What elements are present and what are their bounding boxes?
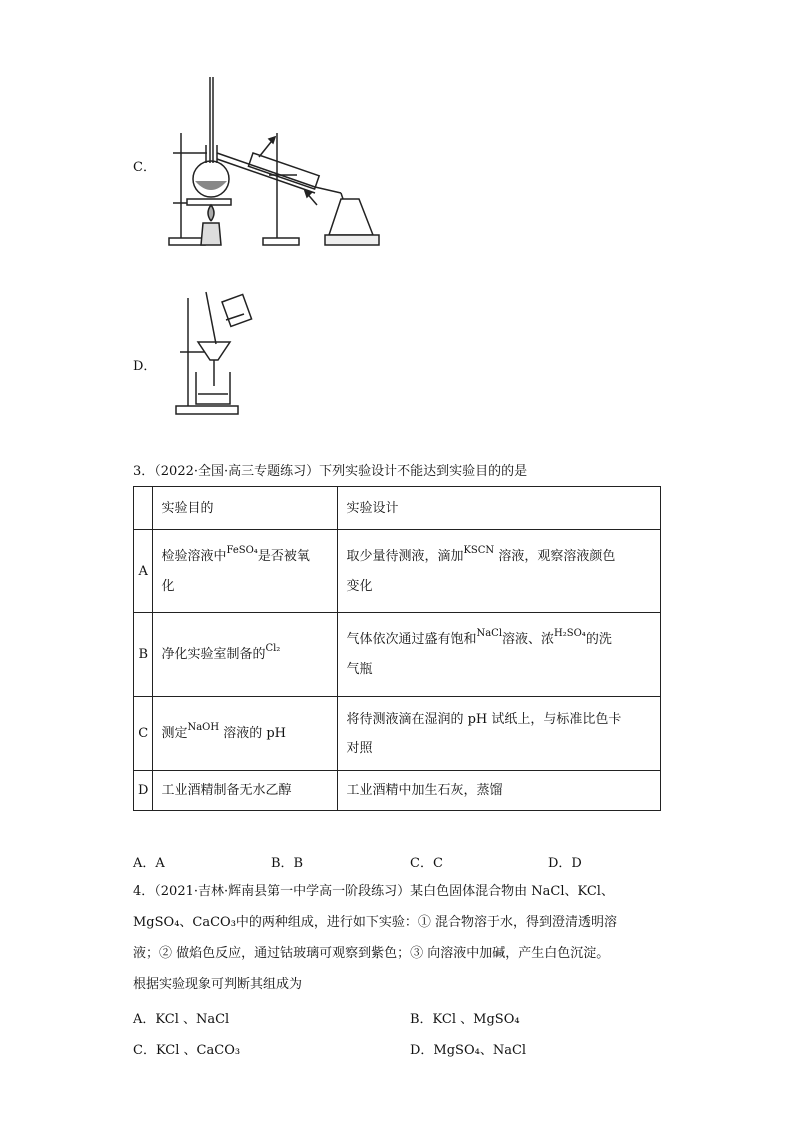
row-label: A [134, 530, 153, 613]
design-text: 气体依次通过盛有饱和 [346, 632, 477, 647]
goal-text: 溶液的 pH [219, 725, 287, 741]
answer-option-d[interactable]: D．D [548, 856, 582, 871]
formula: NaOH [187, 721, 220, 733]
distillation-apparatus-figure [165, 75, 385, 255]
goal-text: 测定 [161, 725, 188, 741]
design-text: 将待测液滴在湿润的 pH 试纸上，与标准比色卡 [346, 711, 622, 727]
choice-b[interactable]: B．KCl 、MgSO₄ [410, 1012, 520, 1027]
question-4-line1: 4．（2021·吉林·辉南县第一中学高一阶段练习）某白色固体混合物由 NaCl、KCl、 [133, 884, 614, 899]
formula: Cl₂ [265, 642, 281, 654]
goal-text: 净化实验室制备的 [161, 646, 266, 662]
question-4-line2: MgSO₄、CaCO₃中的两种组成，进行如下实验：① 混合物溶于水，得到澄清透明溶 [133, 915, 618, 930]
question-4-line4: 根据实验现象可判断其组成为 [133, 977, 303, 992]
table-row-c [134, 697, 661, 771]
design-text: 溶液，观察溶液颜色 [494, 548, 616, 564]
goal-cell [153, 613, 338, 697]
design-cell [338, 697, 661, 771]
formula: KSCN [463, 544, 495, 556]
experiment-table [133, 486, 661, 811]
row-label: C [134, 697, 153, 771]
question-4-line3: 液；② 做焰色反应，通过钴玻璃可观察到紫色；③ 向溶液中加碱，产生白色沉淀。 [133, 946, 610, 961]
design-cell [338, 613, 661, 697]
question-3-stem: 3．（2022·全国·高三专题练习）下列实验设计不能达到实验目的的是 [133, 464, 528, 479]
row-label: D [134, 771, 153, 811]
goal-cell [153, 530, 338, 613]
formula: FeSO₄ [226, 544, 258, 556]
table-header-row [134, 487, 661, 530]
goal-cell [153, 697, 338, 771]
design-text: 溶液、浓 [502, 632, 555, 647]
formula: H₂SO₄ [554, 628, 586, 639]
goal-text: 是否被氧 [257, 548, 310, 564]
design-text-line2: 气瓶 [346, 662, 373, 677]
row-label: B [134, 613, 153, 697]
table-row-d [134, 771, 661, 811]
table-row-a [134, 530, 661, 613]
choice-c[interactable]: C．KCl 、CaCO₃ [133, 1043, 241, 1058]
table-row-b [134, 613, 661, 697]
design-cell: 工业酒精中加生石灰，蒸馏 [338, 771, 661, 811]
design-text: 的洗 [585, 632, 612, 647]
answer-option-c[interactable]: C．C [410, 856, 443, 871]
option-d-label: D． [133, 359, 157, 374]
design-text: 取少量待测液，滴加 [346, 548, 464, 564]
design-cell [338, 530, 661, 613]
option-c-label: C． [133, 160, 156, 175]
answer-option-a[interactable]: A．A [133, 856, 165, 871]
choice-d[interactable]: D．MgSO₄、NaCl [410, 1043, 527, 1058]
header-design: 实验设计 [338, 487, 661, 530]
formula: NaCl [476, 628, 503, 639]
answer-option-b[interactable]: B．B [271, 856, 304, 871]
filtration-apparatus-figure [170, 290, 260, 418]
header-goal: 实验目的 [153, 487, 338, 530]
design-text-line2: 变化 [346, 578, 373, 594]
goal-text: 检验溶液中 [161, 548, 227, 564]
header-blank-cell [134, 487, 153, 530]
design-text-line2: 对照 [346, 740, 373, 756]
goal-cell: 工业酒精制备无水乙醇 [153, 771, 338, 811]
goal-text-line2: 化 [161, 578, 175, 594]
choice-a[interactable]: A．KCl 、NaCl [133, 1012, 230, 1027]
